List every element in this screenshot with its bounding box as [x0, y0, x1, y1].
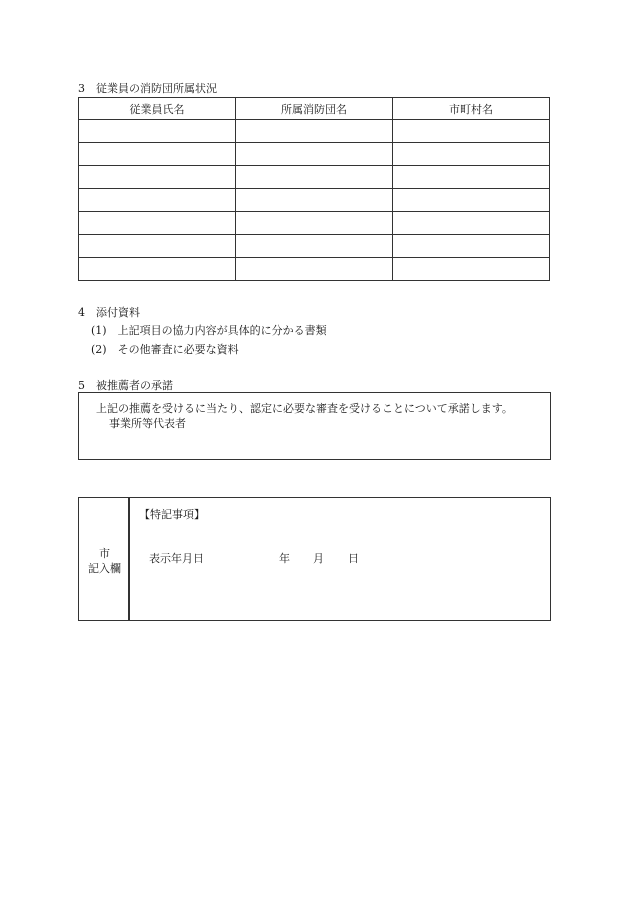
table-cell[interactable] — [236, 189, 393, 212]
table-cell[interactable] — [393, 258, 550, 281]
table-cell[interactable] — [79, 189, 236, 212]
table-cell[interactable] — [79, 143, 236, 166]
table-cell[interactable] — [236, 120, 393, 143]
table-row — [79, 189, 550, 212]
table-row — [79, 235, 550, 258]
attachment-item-1: (1) 上記項目の協力内容が具体的に分かる書類 — [91, 324, 327, 337]
table-cell[interactable] — [79, 120, 236, 143]
table-cell[interactable] — [79, 235, 236, 258]
table-cell[interactable] — [236, 143, 393, 166]
section3-heading: 3 従業員の消防団所属状況 — [78, 82, 217, 95]
column-header-municipality: 市町村名 — [393, 98, 550, 120]
day-label: 日 — [348, 552, 359, 565]
table-cell[interactable] — [79, 258, 236, 281]
table-cell[interactable] — [236, 166, 393, 189]
table-cell[interactable] — [393, 212, 550, 235]
consent-text: 上記の推薦を受けるに当たり、認定に必要な審査を受けることについて承諾します。 — [96, 402, 513, 415]
table-row — [79, 212, 550, 235]
table-cell[interactable] — [393, 235, 550, 258]
table-header-row — [79, 98, 550, 120]
table-cell[interactable] — [236, 235, 393, 258]
display-date-label: 表示年月日 — [149, 552, 204, 565]
city-entry-box — [78, 497, 551, 621]
section4-heading: 4 添付資料 — [78, 306, 140, 319]
table-cell[interactable] — [393, 166, 550, 189]
table-row — [79, 120, 550, 143]
attachment-item-2: (2) その他審査に必要な資料 — [91, 343, 239, 356]
representative-label: 事業所等代表者 — [109, 417, 186, 430]
section5-heading: 5 被推薦者の承諾 — [78, 379, 173, 392]
special-notes-title: 【特記事項】 — [139, 508, 205, 521]
table-row — [79, 143, 550, 166]
city-label-line1: 市 — [99, 547, 110, 560]
table-cell[interactable] — [79, 166, 236, 189]
city-label-column — [79, 498, 130, 620]
consent-box — [78, 392, 551, 460]
table-cell[interactable] — [79, 212, 236, 235]
table-row — [79, 258, 550, 281]
table-cell[interactable] — [236, 258, 393, 281]
table-cell[interactable] — [236, 212, 393, 235]
city-label-line2: 記入欄 — [88, 562, 121, 575]
column-header-fire-brigade: 所属消防団名 — [236, 98, 393, 120]
month-label: 月 — [313, 552, 324, 565]
column-header-employee-name: 従業員氏名 — [79, 98, 236, 120]
table-cell[interactable] — [393, 143, 550, 166]
table-cell[interactable] — [393, 189, 550, 212]
table-cell[interactable] — [393, 120, 550, 143]
table-row — [79, 166, 550, 189]
year-label: 年 — [279, 552, 290, 565]
members-table — [78, 97, 550, 281]
